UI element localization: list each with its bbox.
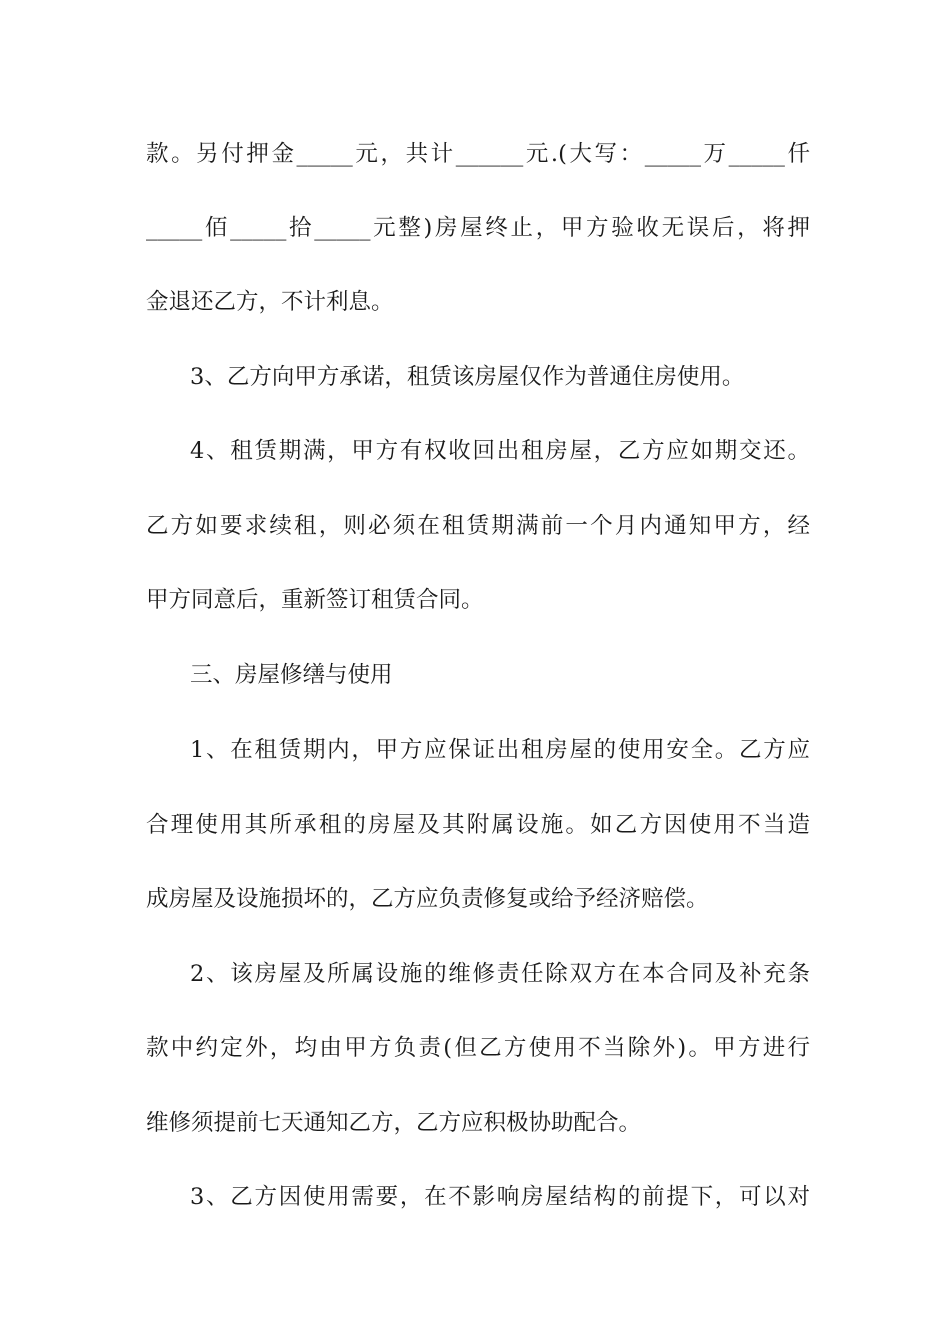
text-line: 维修须提前七天通知乙方，乙方应积极协助配合。 [146, 1110, 642, 1136]
text-line: _____佰_____拾_____元整)房屋终止，甲方验收无误后，将押 [146, 215, 810, 241]
text-line: 金退还乙方，不计利息。 [146, 289, 394, 315]
text-line: 甲方同意后，重新签订租赁合同。 [146, 587, 484, 613]
text-line: 2、该房屋及所属设施的维修责任除双方在本合同及补充条 [190, 961, 810, 987]
text-line: 合理使用其所承租的房屋及其附属设施。如乙方因使用不当造 [146, 812, 810, 838]
text-line: 款。另付押金_____元，共计______元.(大写：_____万_____仟 [146, 141, 810, 167]
text-line: 4、租赁期满，甲方有权收回出租房屋，乙方应如期交还。 [190, 438, 810, 464]
text-line: 款中约定外，均由甲方负责(但乙方使用不当除外)。甲方进行 [146, 1035, 810, 1061]
section-heading: 三、房屋修缮与使用 [190, 662, 393, 688]
text-line: 乙方如要求续租，则必须在租赁期满前一个月内通知甲方，经 [146, 513, 810, 539]
text-line: 成房屋及设施损坏的，乙方应负责修复或给予经济赔偿。 [146, 886, 709, 912]
text-line: 3、乙方向甲方承诺，租赁该房屋仅作为普通住房使用。 [190, 364, 745, 390]
text-line: 3、乙方因使用需要，在不影响房屋结构的前提下，可以对 [190, 1184, 810, 1210]
text-line: 1、在租赁期内，甲方应保证出租房屋的使用安全。乙方应 [190, 737, 810, 763]
